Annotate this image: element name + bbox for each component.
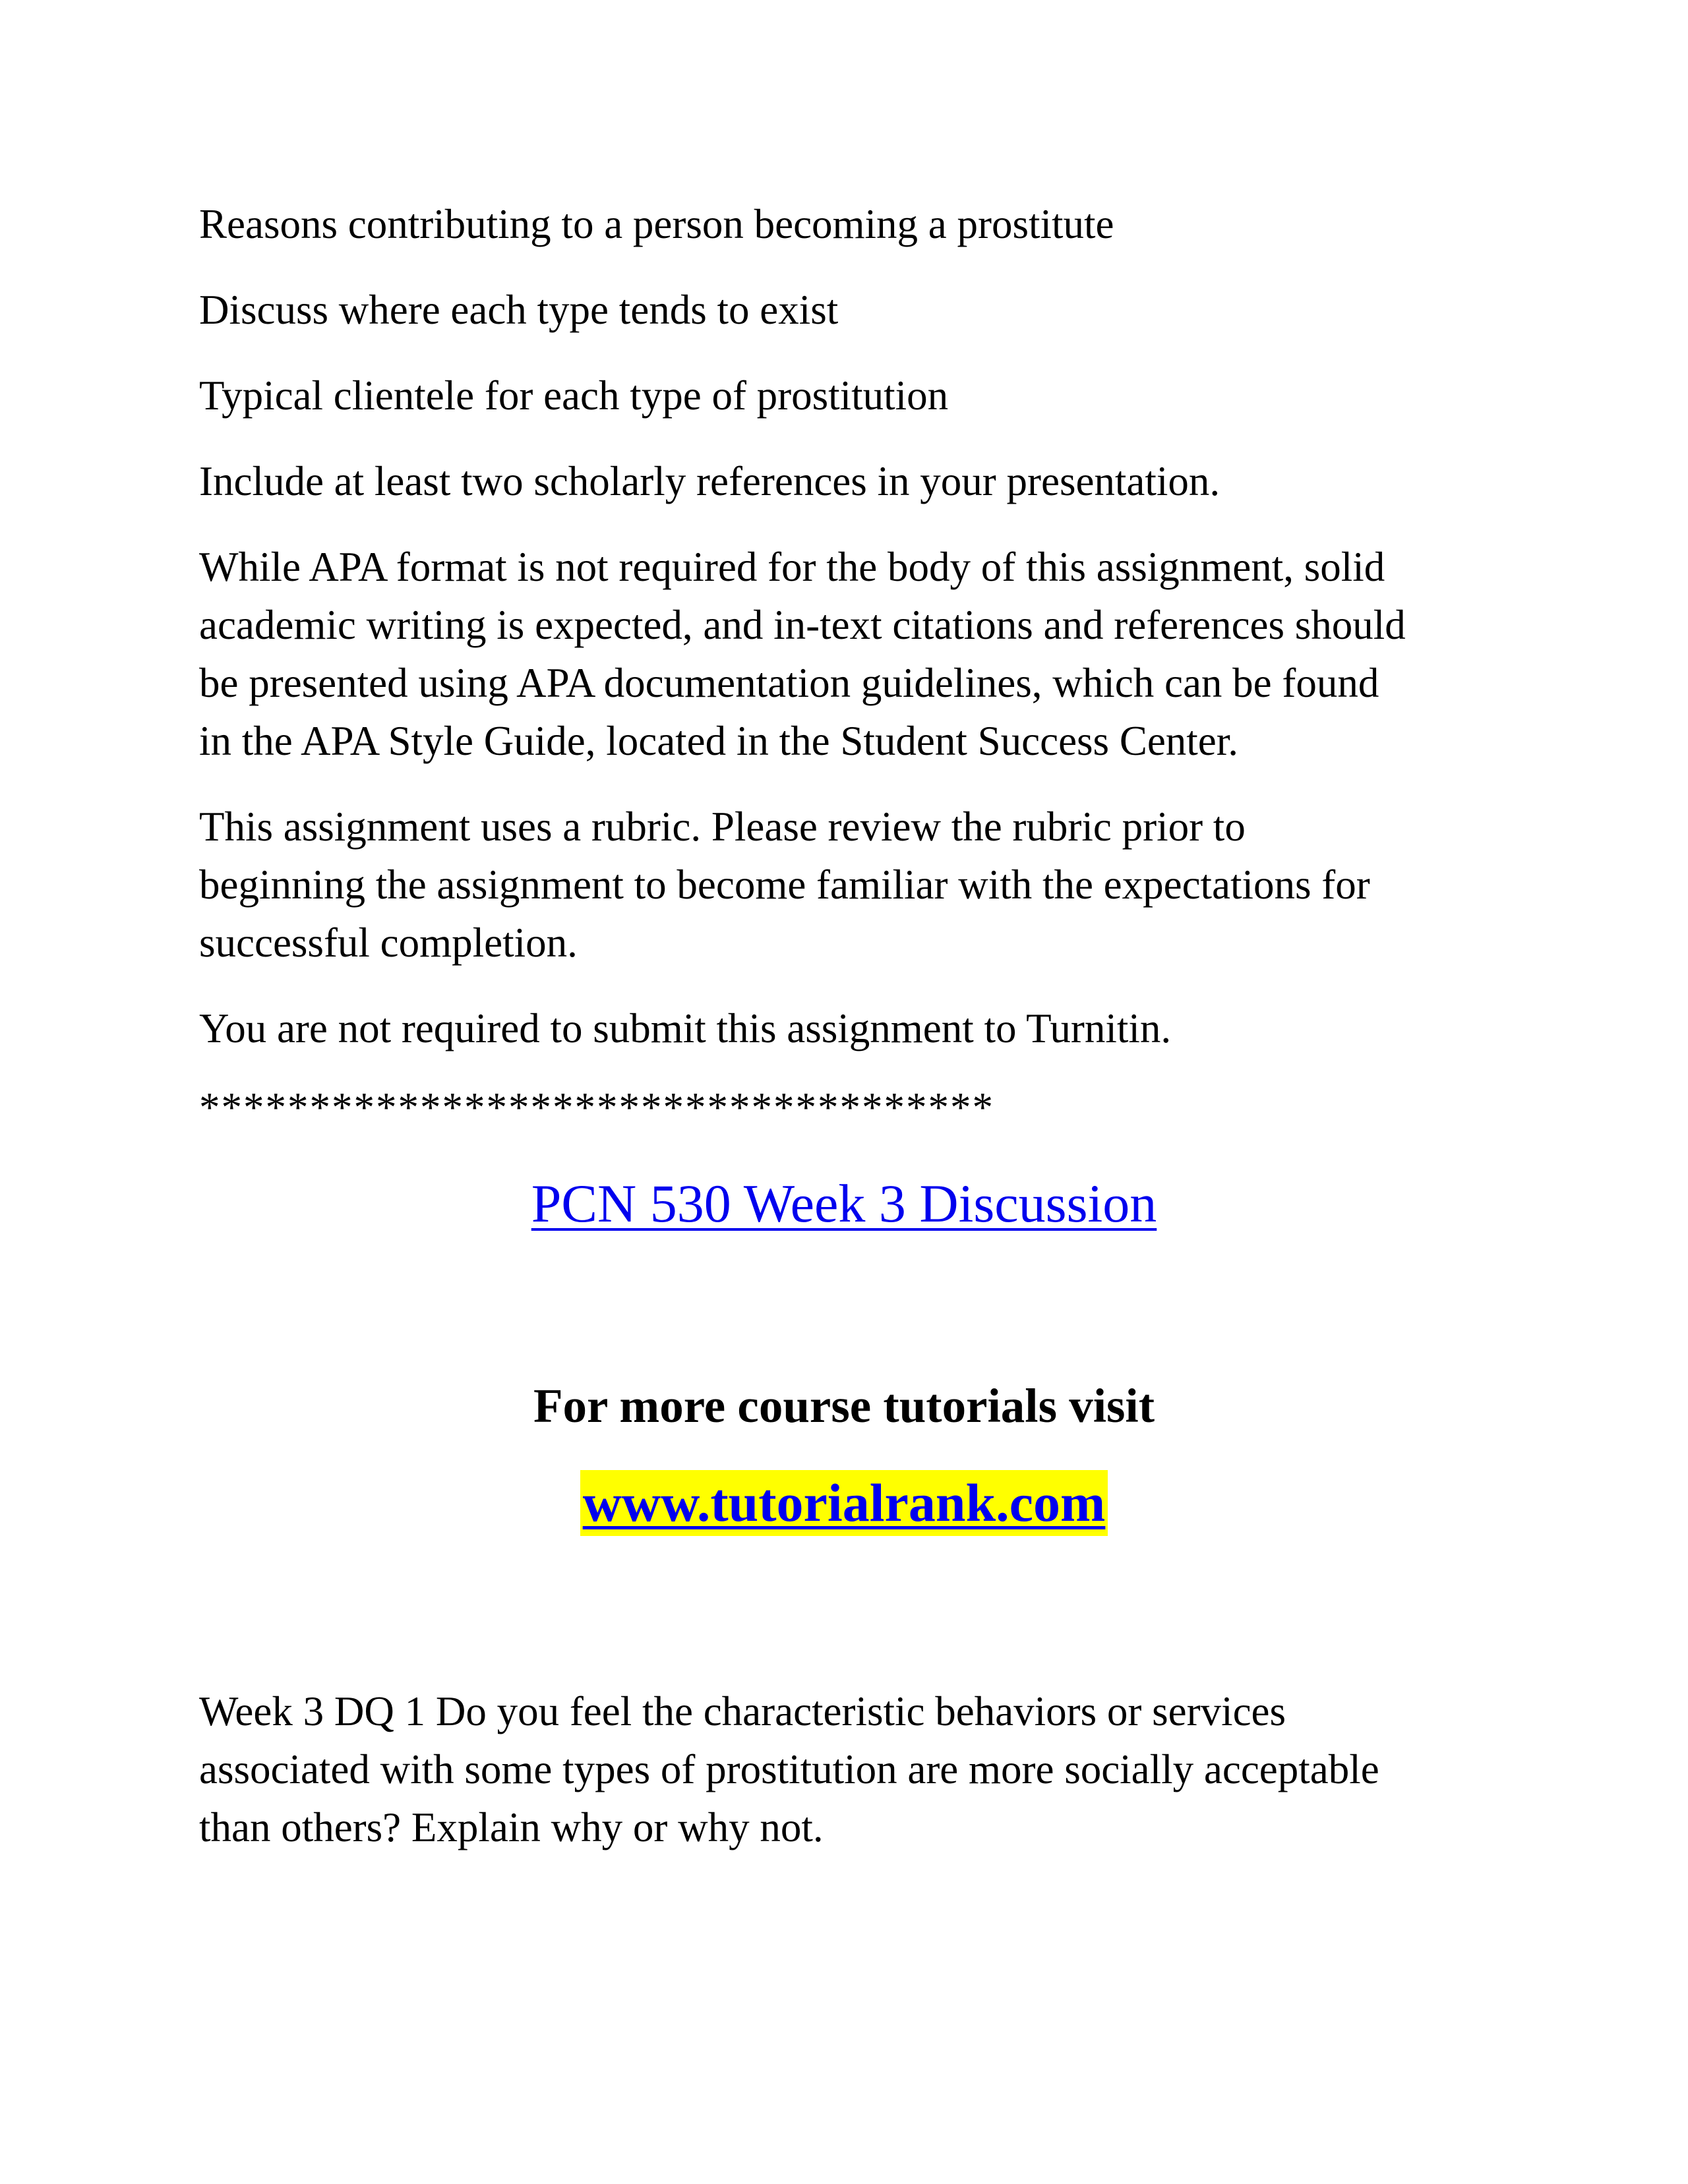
separator-asterisks: ************************************: [199, 1084, 994, 1131]
tutorials-heading: For more course tutorials visit: [533, 1379, 1155, 1432]
apa-line-1: While APA format is not required for the body of this assignment, solid: [199, 544, 1385, 590]
discussion-link-row: [0, 1171, 1688, 1237]
rubric-paragraph: [199, 798, 1370, 972]
bullet-line-reasons: Reasons contributing to a person becoming a prostitute: [199, 201, 1114, 247]
bullet-line-where: Discuss where each type tends to exist: [199, 287, 839, 333]
site-link-row: [0, 1470, 1688, 1536]
rubric-line-2: beginning the assignment to become familiar with the expectations for: [199, 862, 1370, 908]
site-link[interactable]: www.tutorialrank.com: [580, 1470, 1108, 1536]
apa-paragraph: [199, 538, 1406, 770]
question-line-2: associated with some types of prostitution are more socially acceptable: [199, 1746, 1379, 1792]
discussion-link[interactable]: PCN 530 Week 3 Discussion: [531, 1173, 1157, 1233]
apa-line-2: academic writing is expected, and in-text citations and references should: [199, 602, 1406, 648]
question-paragraph: [199, 1682, 1379, 1856]
rubric-line-3: successful completion.: [199, 920, 578, 966]
question-line-3: than others? Explain why or why not.: [199, 1804, 824, 1850]
bullet-line-references: Include at least two scholarly references in your presentation.: [199, 458, 1221, 504]
question-line-1: Week 3 DQ 1 Do you feel the characteristic behaviors or services: [199, 1688, 1286, 1734]
apa-line-3: be presented using APA documentation guidelines, which can be found: [199, 660, 1379, 706]
apa-line-4: in the APA Style Guide, located in the Student Success Center.: [199, 718, 1239, 764]
turnitin-line: You are not required to submit this assignment to Turnitin.: [199, 1005, 1172, 1051]
rubric-line-1: This assignment uses a rubric. Please review the rubric prior to: [199, 804, 1246, 850]
bullet-line-clientele: Typical clientele for each type of prostitution: [199, 372, 949, 419]
